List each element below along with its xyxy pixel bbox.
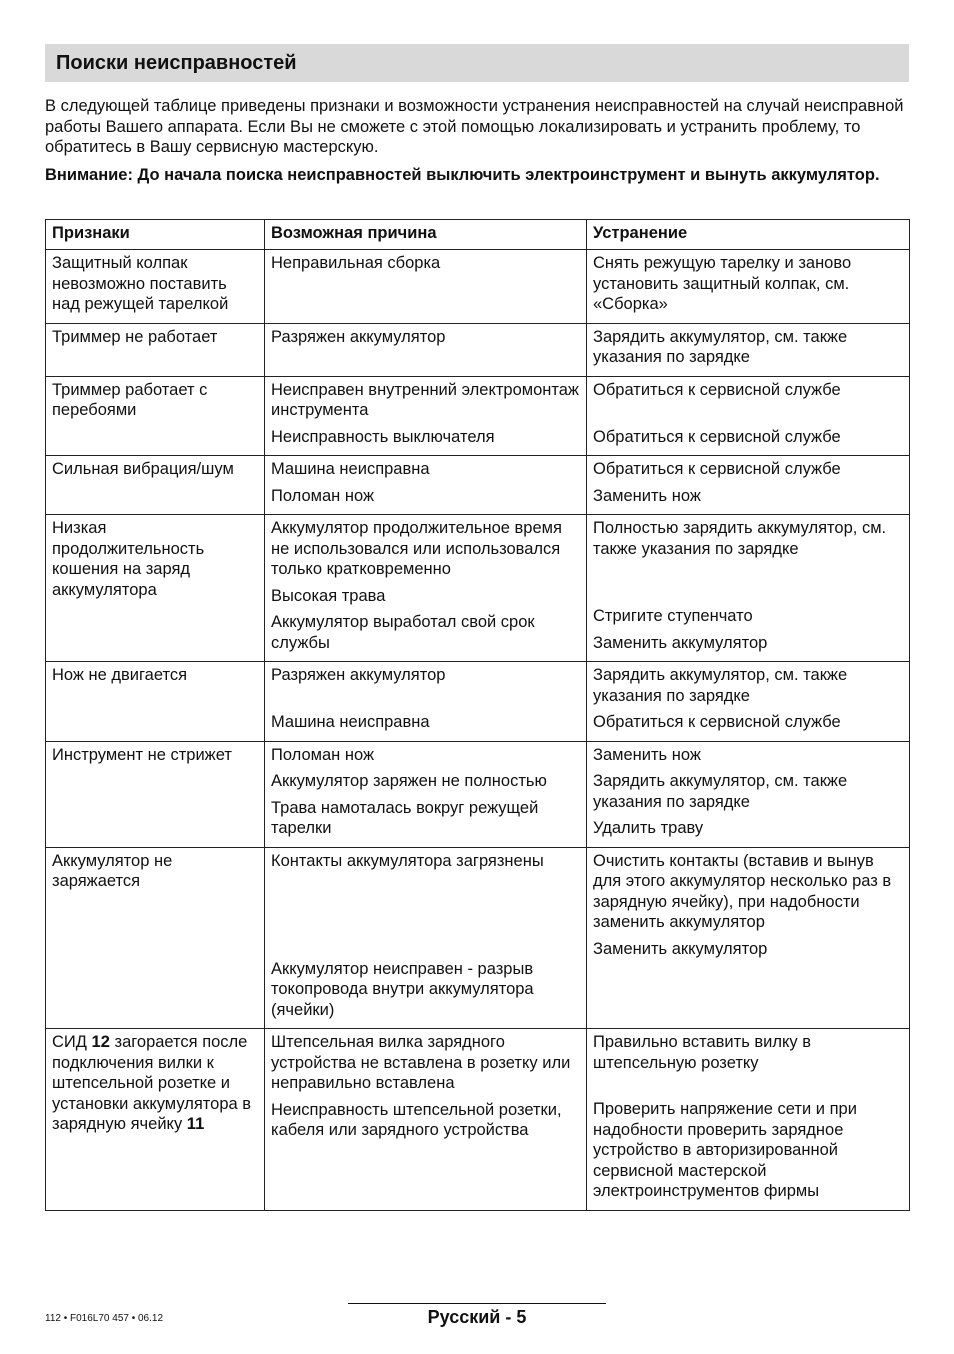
remedy-text: Очистить контакты (вставив и вынув для этого аккумулятор несколько раз в зарядную ячейку), при надобности заменить аккумулятор [593, 851, 892, 931]
cause-text: Аккумулятор выработал свой срок службы [271, 613, 535, 652]
remedy-cell [587, 250, 910, 324]
page-number: Русский - 5 [427, 1307, 527, 1327]
cause-text: Машина неисправна [271, 460, 430, 478]
symptom-text: СИД [52, 1033, 87, 1051]
remedy-cell [587, 1029, 910, 1211]
cause-cell [265, 515, 587, 662]
header-cause: Возможная причина [265, 220, 587, 250]
cause-text: Разряжен аккумулятор [271, 666, 446, 684]
footer-divider [348, 1303, 606, 1304]
cause-text: Машина неисправна [271, 713, 430, 731]
cause-text: Неисправность выключателя [271, 427, 495, 446]
symptom-cell: Низкая продолжительность кошения на заряд аккумулятора [46, 515, 265, 662]
remedy-text: Зарядить аккумулятор, см. также указания по зарядке [593, 772, 848, 811]
cause-text: Трава намоталась вокруг режущей тарелки [271, 798, 539, 837]
remedy-text: Зарядить аккумулятор, см. также указания по зарядке [593, 666, 848, 705]
cause-cell [265, 662, 587, 742]
remedy-text: Обратиться к сервисной службе [593, 713, 841, 731]
table-row [46, 741, 910, 847]
page-title: Поиски неисправностей [56, 52, 297, 74]
table-row [46, 515, 910, 662]
remedy-text: Заменить нож [593, 486, 701, 505]
cause-text: Аккумулятор неисправен - разрыв токопровода внутри аккумулятора (ячейки) [271, 959, 534, 1019]
remedy-cell [587, 376, 910, 456]
cause-text: Аккумулятор заряжен не полностью [271, 772, 547, 790]
header-remedy: Устранение [587, 220, 910, 250]
table-row [46, 1029, 910, 1211]
charger-slot-reference-number: 11 [186, 1115, 205, 1133]
cause-cell [265, 323, 587, 376]
warning-paragraph: Внимание: До начала поиска неисправностей выключить электроинструмент и вынуть аккумулятор. [45, 166, 880, 184]
remedy-text: Заменить аккумулятор [593, 939, 768, 958]
cause-text: Аккумулятор продолжительное время не использовался или использовался только кратковременно [271, 519, 562, 578]
remedy-text: Снять режущую тарелку и заново установить защитный колпак, см. «Сборка» [593, 254, 852, 313]
remedy-text: Проверить напряжение сети и при надобности проверить зарядное устройство в авторизированной сервисной мастерской электроинструментов фирмы [593, 1100, 857, 1200]
cause-text: Штепсельная вилка зарядного устройства не вставлена в розетку или неправильно вставлена [271, 1033, 571, 1092]
table-row [46, 456, 910, 515]
symptom-text: загорается после подключения вилки к штепсельной розетке и установки аккумулятора в зарядную ячейку [52, 1033, 252, 1133]
cause-cell [265, 847, 587, 1029]
remedy-cell [587, 515, 910, 662]
cause-text: Высокая трава [271, 586, 386, 605]
cause-text: Разряжен аккумулятор [271, 327, 446, 346]
cause-text: Контакты аккумулятора загрязнены [271, 851, 544, 870]
cause-text: Поломан нож [271, 486, 375, 505]
symptom-cell: Триммер работает с перебоями [46, 376, 265, 456]
table-row [46, 376, 910, 456]
cause-cell [265, 456, 587, 515]
symptom-cell: Сильная вибрация/шум [46, 456, 265, 515]
remedy-text: Удалить траву [593, 819, 704, 837]
symptom-cell: Нож не двигается [46, 662, 265, 742]
remedy-cell [587, 456, 910, 515]
led-reference-number: 12 [91, 1033, 110, 1051]
troubleshooting-table [45, 219, 910, 1211]
cause-cell [265, 1029, 587, 1211]
symptom-cell: Триммер не работает [46, 323, 265, 376]
header-symptoms: Признаки [46, 220, 265, 250]
remedy-cell [587, 847, 910, 1029]
remedy-text: Обратиться к сервисной службе [593, 380, 841, 399]
table-header-row [46, 220, 910, 250]
cause-text: Неисправен внутренний электромонтаж инструмента [271, 380, 579, 419]
symptom-cell: Защитный колпак невозможно поставить над режущей тарелкой [46, 250, 265, 324]
cause-cell [265, 376, 587, 456]
intro-paragraph: В следующей таблице приведены признаки и возможности устранения неисправностей на случай неисправной работы Вашего аппарата. Если Вы не сможете с этой помощью локализировать и устранить проблему, то обратитесь в Вашу сервисную мастерскую. [45, 97, 904, 156]
section-header [45, 44, 909, 82]
remedy-text: Обратиться к сервисной службе [593, 427, 841, 446]
cause-text: Поломан нож [271, 745, 375, 764]
cause-cell [265, 250, 587, 324]
cause-text: Неправильная сборка [271, 254, 441, 272]
symptom-cell [46, 1029, 265, 1211]
table-row [46, 847, 910, 1029]
remedy-cell [587, 741, 910, 847]
symptom-cell: Инструмент не стрижет [46, 741, 265, 847]
table-row [46, 662, 910, 742]
remedy-text: Правильно вставить вилку в штепсельную розетку [593, 1033, 812, 1072]
remedy-cell [587, 662, 910, 742]
document-code: 112 • F016L70 457 • 06.12 [45, 1313, 164, 1324]
table-row [46, 323, 910, 376]
remedy-cell [587, 323, 910, 376]
symptom-cell: Аккумулятор не заряжается [46, 847, 265, 1029]
remedy-text: Зарядить аккумулятор, см. также указания по зарядке [593, 327, 848, 366]
remedy-text: Стригите ступенчато [593, 607, 753, 625]
cause-cell [265, 741, 587, 847]
cause-text: Неисправность штепсельной розетки, кабеля или зарядного устройства [271, 1100, 562, 1139]
remedy-text: Обратиться к сервисной службе [593, 460, 841, 478]
remedy-text: Заменить нож [593, 745, 701, 764]
table-row [46, 250, 910, 324]
remedy-text: Полностью зарядить аккумулятор, см. также указания по зарядке [593, 519, 887, 558]
remedy-text: Заменить аккумулятор [593, 633, 768, 652]
